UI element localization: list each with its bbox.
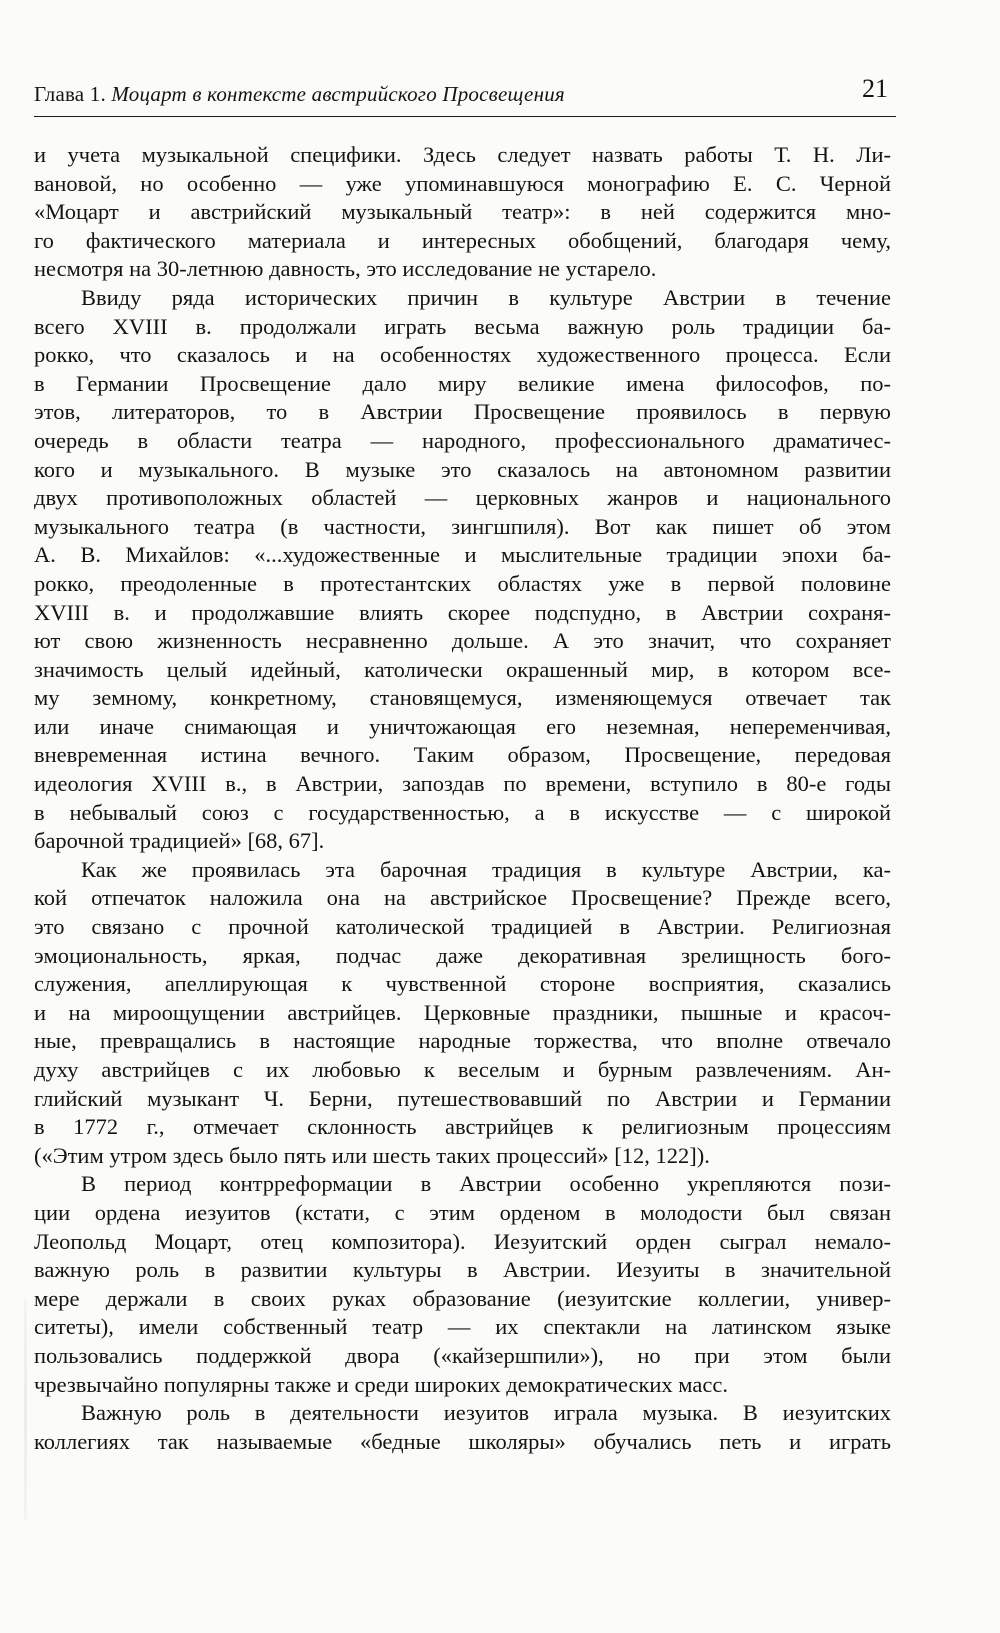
text-line: духу австрийцев с их любовью к веселым и бурным развлечениям. Ан- <box>34 1057 891 1082</box>
text-line: чрезвычайно популярны также и среди широких демократических масс. <box>34 1371 728 1397</box>
text-line: XVIII в. и продолжавшие влиять скорее подспудно, в Австрии сохраня- <box>34 599 891 625</box>
text-line: Как же проявилась эта барочная традиция в культуре Австрии, ка- <box>81 856 891 882</box>
text-line: кой отпечаток наложила она на австрийское Просвещение? Прежде всего, <box>34 885 891 911</box>
text-line: ции ордена иезуитов (кстати, с этим орденом в молодости был связан <box>34 1199 891 1225</box>
text-line: очередь в области театра — народного, профессионального драматичес- <box>34 427 891 453</box>
text-line: в небывалый союз с государственностью, а в искусстве — с широкой <box>34 799 891 825</box>
text-line: А. В. Михайлов: «...художественные и мыслительные традиции эпохи ба- <box>34 542 891 568</box>
text-line: этов, литераторов, то в Австрии Просвещение проявилось в первую <box>34 399 891 425</box>
text-line: В период контрреформации в Австрии особенно укрепляются пози- <box>81 1171 891 1197</box>
chapter-heading <box>34 82 565 107</box>
chapter-title: Моцарт в контексте австрийского Просвещения <box>111 82 565 106</box>
text-line: или иначе снимающая и уничтожающая его неземная, непеременчивая, <box>34 713 891 739</box>
body-text <box>34 141 891 1456</box>
text-line: в Германии Просвещение дало миру великие имена философов, по- <box>34 370 891 396</box>
text-line: Леопольд Моцарт, отец композитора). Иезуитский орден сыграл немало- <box>34 1228 891 1254</box>
book-page <box>22 0 982 1633</box>
text-line: мере держали в своих руках образование (иезуитские коллегии, универ- <box>34 1285 891 1311</box>
text-line: пользовались поддержкой двора («кайзершпили»), но при этом были <box>34 1342 891 1368</box>
text-line: барочной традицией» [68, 67]. <box>34 828 325 854</box>
text-line: двух противоположных областей — церковных жанров и национального <box>34 485 891 511</box>
text-line: вневременная истина вечного. Таким образом, Просвещение, передовая <box>34 742 891 768</box>
text-line: идеология XVIII в., в Австрии, запоздав по времени, вступило в 80-е годы <box>34 771 891 797</box>
text-line: вановой, но особенно — уже упоминавшуюся монографию Е. С. Черной <box>34 170 891 196</box>
text-line: это связано с прочной католической традицией в Австрии. Религиозная <box>34 914 891 940</box>
page-number: 21 <box>862 74 888 103</box>
text-line: рокко, преодоленные в протестантских областях уже в первой половине <box>34 570 891 596</box>
text-line: ют свою жизненность несравненно дольше. А это значит, что сохраняет <box>34 628 891 654</box>
text-line: му земному, конкретному, становящемуся, изменяющемуся отвечает так <box>34 685 891 711</box>
chapter-label: Глава 1. <box>34 82 106 106</box>
text-line: эмоциональность, яркая, подчас даже декоративная зрелищность бого- <box>34 942 891 968</box>
text-line: музыкального театра (в частности, зингшпиля). Вот как пишет об этом <box>34 513 891 539</box>
text-line: в 1772 г., отмечает склонность австрийцев к религиозным процессиям <box>34 1114 891 1140</box>
text-line: служения, апеллирующая к чувственной стороне восприятия, сказались <box>34 971 891 997</box>
text-line: и учета музыкальной специфики. Здесь следует назвать работы Т. Н. Ли- <box>34 142 891 167</box>
scan-artifact <box>24 1300 27 1520</box>
text-line: кого и музыкального. В музыке это сказалось на автономном развитии <box>34 456 891 482</box>
text-line: глийский музыкант Ч. Берни, путешествовавший по Австрии и Германии <box>34 1085 891 1111</box>
text-line: ные, превращались в настоящие народные торжества, что вполне отвечало <box>34 1028 891 1054</box>
running-head <box>34 68 896 117</box>
text-line: Важную роль в деятельности иезуитов играла музыка. В иезуитских <box>81 1400 891 1426</box>
text-line: несмотря на 30-летнюю давность, это исследование не устарело. <box>34 256 657 282</box>
text-line: и на мироощущении австрийцев. Церковные праздники, пышные и красоч- <box>34 999 891 1025</box>
text-line: рокко, что сказалось и на особенностях художественного процесса. Если <box>34 342 891 368</box>
text-line: важную роль в развитии культуры в Австрии. Иезуиты в значительной <box>34 1257 891 1283</box>
text-line: ситеты), имели собственный театр — их спектакли на латинском языке <box>34 1314 891 1340</box>
text-line: Ввиду ряда исторических причин в культуре Австрии в течение <box>81 284 891 310</box>
text-line: го фактического материала и интересных обобщений, благодаря чему, <box>34 227 891 253</box>
text-line: всего XVIII в. продолжали играть весьма важную роль традиции ба- <box>34 313 891 339</box>
text-line: «Моцарт и австрийский музыкальный театр»: в ней содержится мно- <box>34 199 891 225</box>
text-line: значимость целый идейный, католически окрашенный мир, в котором все- <box>34 656 891 682</box>
text-line: коллегиях так называемые «бедные школяры» обучались петь и играть <box>34 1428 891 1454</box>
text-line: («Этим утром здесь было пять или шесть таких процессий» [12, 122]). <box>34 1142 710 1168</box>
